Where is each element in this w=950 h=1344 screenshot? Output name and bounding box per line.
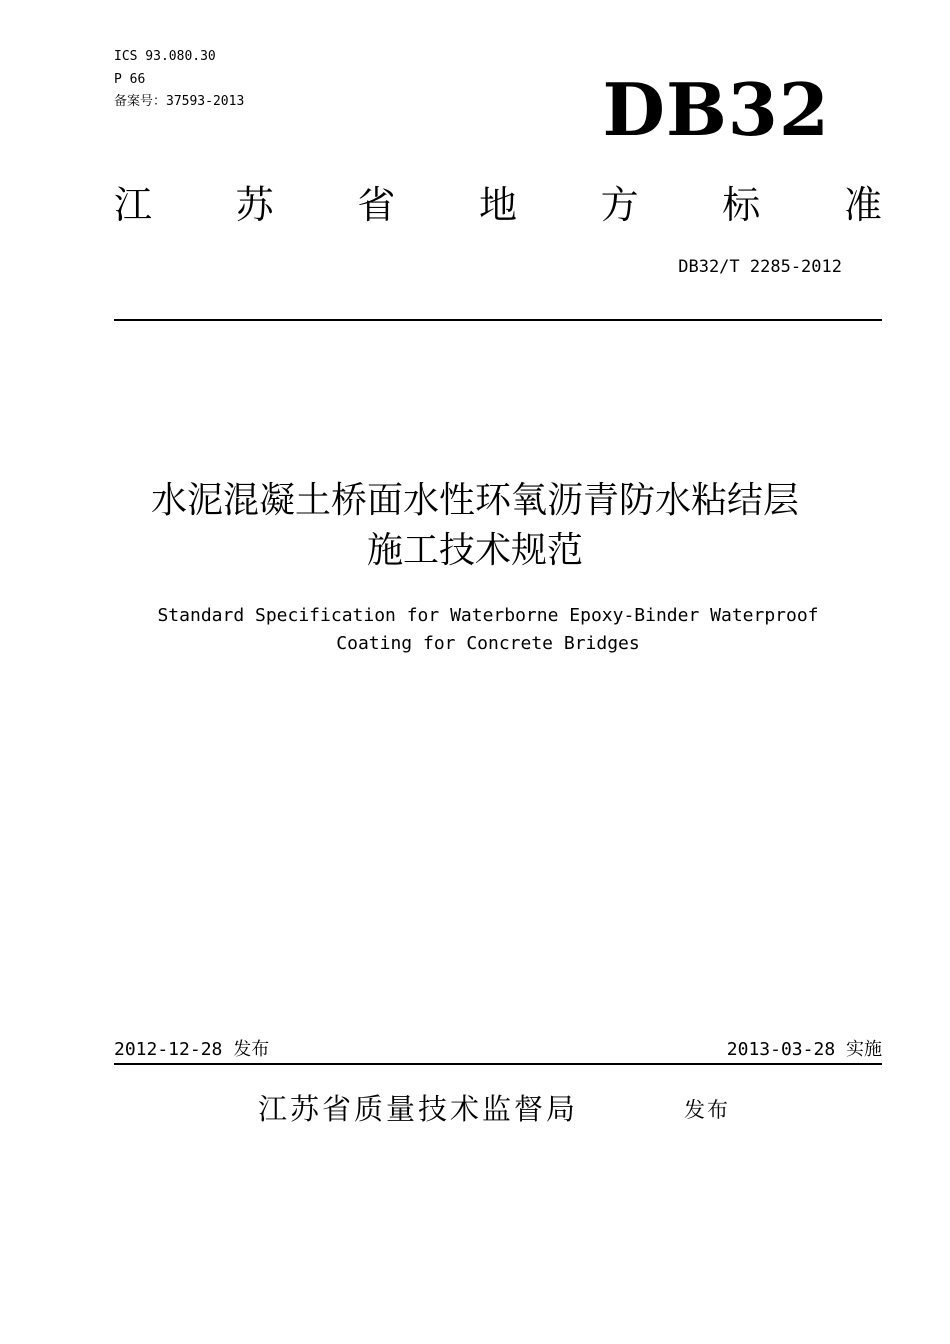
filing-number: 备案号：37593-2013 <box>114 94 245 109</box>
title-english-line-2: Coating for Concrete Bridges <box>336 633 640 654</box>
standard-type-char: 方 <box>600 183 639 227</box>
standard-logo: DB32 <box>602 67 830 152</box>
standard-type-char: 江 <box>114 183 153 227</box>
implementation-date-value: 2013-03-28 <box>726 1039 836 1060</box>
title-chinese-line-2: 施工技术规范 <box>366 530 583 571</box>
title-english-line-1: Standard Specification for Waterborne Epoxy-Binder Waterproof <box>157 605 819 626</box>
standard-type-char: 标 <box>722 183 761 227</box>
standard-type-char: 省 <box>357 183 396 227</box>
implementation-date <box>727 1038 882 1062</box>
issue-date-value: 2012-12-28 <box>114 1039 223 1060</box>
standard-type-char: 地 <box>478 183 517 227</box>
top-divider <box>114 319 882 321</box>
standard-type-heading <box>114 180 882 230</box>
ics-code: ICS 93.080.30 <box>114 49 216 64</box>
standard-type-char: 准 <box>843 183 882 227</box>
issue-date <box>114 1038 269 1062</box>
issue-date-label: 发布 <box>233 1039 270 1060</box>
standard-type-char: 苏 <box>235 183 274 227</box>
classification-code: P 66 <box>114 72 146 87</box>
standard-number: DB32/T 2285-2012 <box>678 257 842 277</box>
publisher-action: 发布 <box>684 1098 730 1122</box>
bottom-divider <box>114 1063 882 1065</box>
title-chinese-line-1: 水泥混凝土桥面水性环氧沥青防水粘结层 <box>150 480 799 521</box>
implementation-date-label: 实施 <box>846 1039 882 1060</box>
publisher-name: 江苏省质量技术监督局 <box>258 1092 579 1126</box>
